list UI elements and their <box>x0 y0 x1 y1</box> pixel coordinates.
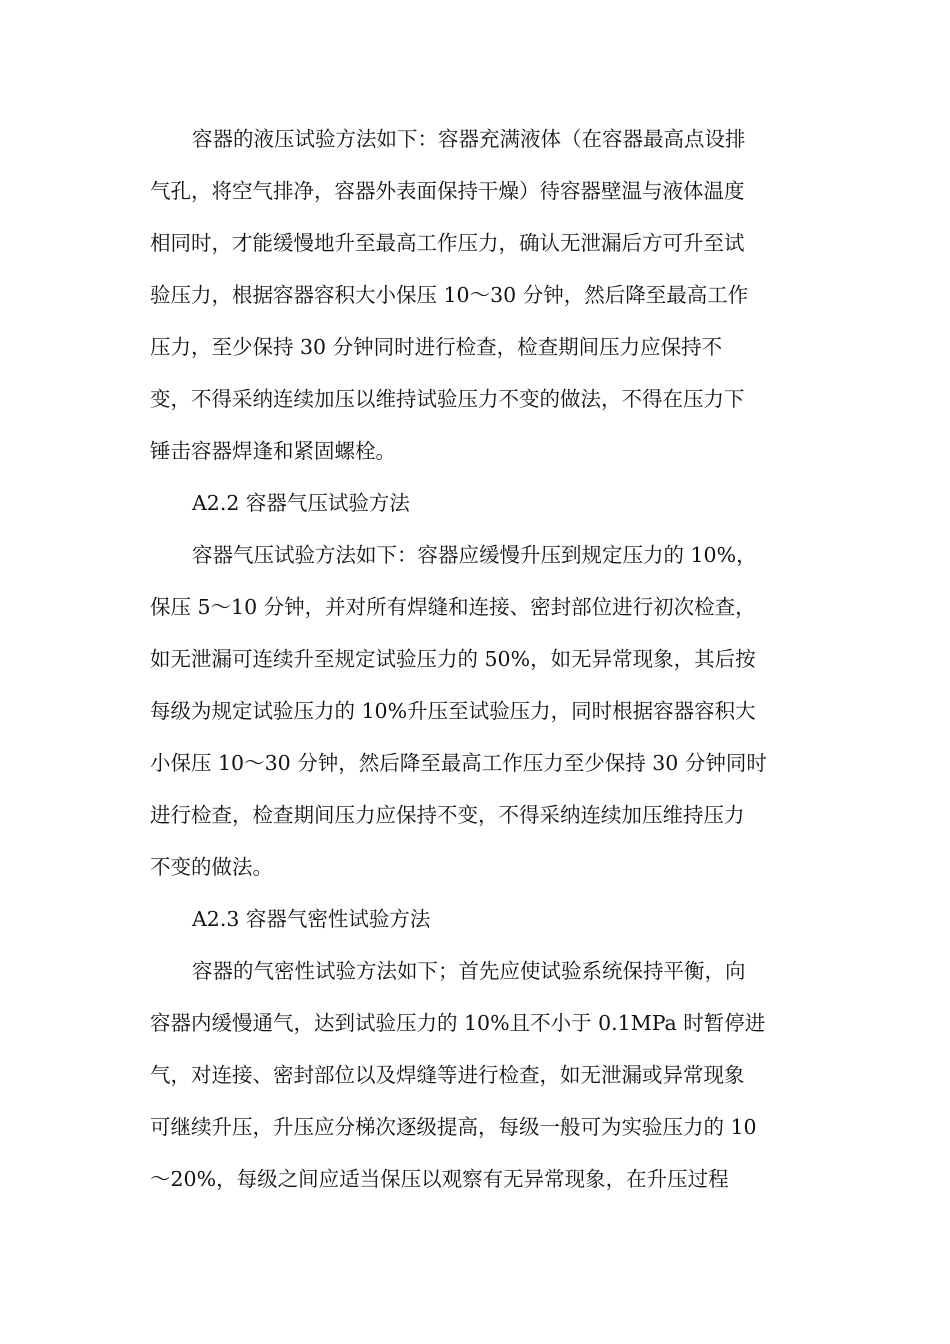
paragraph-line: 变，不得采纳连续加压以维持试验压力不变的做法，不得在压力下 <box>150 387 745 411</box>
paragraph-line: 容器气压试验方法如下：容器应缓慢升压到规定压力的 10%， <box>192 543 757 567</box>
paragraph-line: 容器的气密性试验方法如下；首先应使试验系统保持平衡，向 <box>192 959 746 983</box>
paragraph-line: 如无泄漏可连续升至规定试验压力的 50%，如无异常现象，其后按 <box>150 647 756 671</box>
paragraph-line: 容器的液压试验方法如下：容器充满液体（在容器最高点设排 <box>192 127 746 151</box>
paragraph-line: 小保压 10～30 分钟，然后降至最高工作压力至少保持 30 分钟同时 <box>150 751 767 775</box>
paragraph-line: 验压力，根据容器容积大小保压 10～30 分钟，然后降至最高工作 <box>150 283 749 307</box>
document-page <box>150 113 800 1205</box>
paragraph-line: 气，对连接、密封部位以及焊缝等进行检查，如无泄漏或异常现象 <box>150 1063 745 1087</box>
paragraph-line: 气孔，将空气排净，容器外表面保持干燥）待容器壁温与液体温度 <box>150 179 745 203</box>
section-heading: A2.3 容器气密性试验方法 <box>192 907 431 931</box>
paragraph-line: 进行检查，检查期间压力应保持不变，不得采纳连续加压维持压力 <box>150 803 745 827</box>
paragraph-line: 每级为规定试验压力的 10%升压至试验压力，同时根据容器容积大 <box>150 699 756 723</box>
paragraph-line: 不变的做法。 <box>150 855 273 879</box>
paragraph-line: 相同时，才能缓慢地升至最高工作压力，确认无泄漏后方可升至试 <box>150 231 745 255</box>
paragraph-line: 压力，至少保持 30 分钟同时进行检查，检查期间压力应保持不 <box>150 335 723 359</box>
section-heading: A2.2 容器气压试验方法 <box>192 491 410 515</box>
paragraph-line: 可继续升压，升压应分梯次逐级提高，每级一般可为实验压力的 10 <box>150 1115 757 1139</box>
paragraph-line: 容器内缓慢通气，达到试验压力的 10%且不小于 0.1MPa 时暂停进 <box>150 1011 766 1035</box>
paragraph-line: 保压 5～10 分钟，并对所有焊缝和连接、密封部位进行初次检查， <box>150 595 756 619</box>
paragraph-line: ～20%，每级之间应适当保压以观察有无异常现象，在升压过程 <box>150 1167 729 1191</box>
paragraph-line: 锤击容器焊逢和紧固螺栓。 <box>150 439 396 463</box>
